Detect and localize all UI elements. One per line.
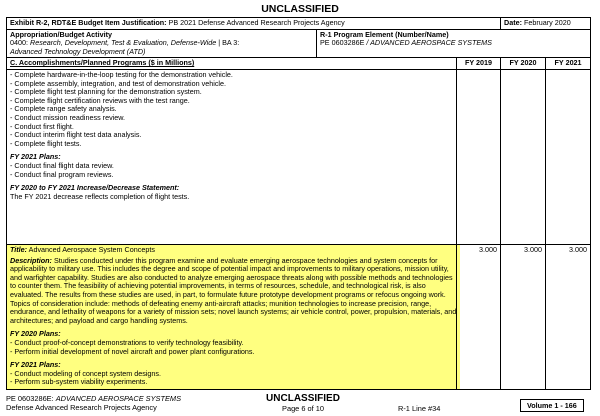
section-header-cell bbox=[7, 58, 457, 70]
list-item: - Complete flight tests. bbox=[10, 138, 82, 148]
list-item: - Complete hardware-in-the-loop testing for the demonstration vehicle. bbox=[10, 69, 233, 79]
fy2020-plans-heading: FY 2020 Plans: bbox=[10, 329, 61, 339]
footer-page: Page 6 of 10 bbox=[282, 404, 324, 413]
fy2019-header: FY 2019 bbox=[457, 58, 501, 70]
list-item: - Perform initial development of novel aircraft and power plant configurations. bbox=[10, 346, 255, 356]
date-value: February 2020 bbox=[524, 18, 571, 27]
budget-justification-table bbox=[6, 17, 591, 390]
exhibit-value: PB 2021 Defense Advanced Research Projects Agency bbox=[168, 18, 345, 27]
block1-fy2019 bbox=[457, 69, 501, 244]
approp-label: Appropriation/Budget Activity bbox=[10, 29, 112, 39]
title-value: Advanced Aerospace System Concepts bbox=[28, 244, 155, 254]
program-name: / ADVANCED AEROSPACE SYSTEMS bbox=[366, 38, 492, 48]
block1-row bbox=[7, 69, 591, 244]
description-label: Description: bbox=[10, 255, 52, 265]
footer-agency: Defense Advanced Research Projects Agency bbox=[6, 403, 157, 412]
approp-code: 0400: bbox=[10, 38, 28, 48]
approp-ba: | BA 3: bbox=[218, 38, 240, 48]
program-element-cell bbox=[317, 29, 591, 58]
fy2021-header: FY 2021 bbox=[546, 58, 591, 70]
list-item: - Conduct interim flight test data analysis. bbox=[10, 130, 142, 140]
block2-cell bbox=[7, 244, 457, 389]
approp-cell bbox=[7, 29, 317, 58]
fy2021-plans-heading: FY 2021 Plans: bbox=[10, 152, 61, 162]
title-label: Title: bbox=[10, 244, 28, 254]
top-classification: UNCLASSIFIED bbox=[261, 3, 339, 15]
exhibit-row bbox=[7, 18, 591, 30]
block1-cell bbox=[7, 69, 457, 244]
section-header: C. Accomplishments/Planned Programs ($ in Millions) bbox=[10, 58, 195, 68]
list-item: - Conduct modeling of concept system designs. bbox=[10, 368, 162, 378]
footer-classification: UNCLASSIFIED bbox=[266, 393, 340, 404]
description-text: Studies conducted under this program examine and evaluate emerging aerospace technologies and system concepts for applicability to military use. This includes the degree and scope of potential impact and improvements to military operations, mission utility, and warfighter capability. Studies are also conducted to analyze emerging aerospace threats along with possible methods and technologies to counter them. The feasibility of achieving potential improvements, in terms of resources, schedule, and technological risk, is also evaluated. The results from these studies are used, in part, to formulate future prototype development programs or refocus ongoing work. Topics of consideration include: methods of defeating enemy anti-aircraft attacks; munition technologies to increase precision, range, endurance, and lethality of weapons for a variety of mission sets; novel launch systems; air vehicle control, power, propulsion, materials, and architectures; and payload and cargo handling systems. bbox=[10, 255, 457, 325]
change-statement-text: The FY 2021 decrease reflects completion of flight tests. bbox=[10, 191, 190, 201]
list-item: - Conduct final program reviews. bbox=[10, 169, 114, 179]
column-header-row bbox=[7, 58, 591, 70]
footer-pe-name: ADVANCED AEROSPACE SYSTEMS bbox=[55, 394, 181, 403]
footer-volume-box: Volume 1 - 166 bbox=[520, 399, 584, 412]
footer-r1-line: R-1 Line #34 bbox=[398, 404, 441, 413]
block1-fy2021 bbox=[546, 69, 591, 244]
footer-pe-number: PE 0603286E: bbox=[6, 394, 54, 403]
list-item: - Complete flight test planning for the demonstration system. bbox=[10, 87, 202, 97]
approp-row bbox=[7, 29, 591, 58]
change-statement-heading: FY 2020 to FY 2021 Increase/Decrease Statement: bbox=[10, 183, 180, 193]
list-item: - Complete range safety analysis. bbox=[10, 104, 117, 114]
list-item: - Conduct first flight. bbox=[10, 121, 74, 131]
block2-row bbox=[7, 244, 591, 389]
list-item: - Complete assembly, integration, and test of demonstration vehicle. bbox=[10, 78, 226, 88]
fy2021-plans-heading: FY 2021 Plans: bbox=[10, 360, 61, 370]
date-cell bbox=[501, 18, 591, 30]
program-label: R-1 Program Element (Number/Name) bbox=[320, 29, 449, 39]
list-item: - Conduct final flight data review. bbox=[10, 160, 114, 170]
date-label: Date: bbox=[504, 18, 523, 27]
list-item: - Conduct mission readiness review. bbox=[10, 112, 126, 122]
highlighted-block bbox=[7, 245, 460, 389]
footer-left bbox=[6, 394, 181, 412]
list-item: - Conduct proof-of-concept demonstrations to verify technology feasibility. bbox=[10, 337, 244, 347]
fy2020-header: FY 2020 bbox=[501, 58, 546, 70]
exhibit-label: Exhibit R-2, RDT&E Budget Item Justification: bbox=[10, 18, 167, 27]
program-number: PE 0603286E bbox=[320, 38, 365, 48]
list-item: - Complete flight certification reviews with the test range. bbox=[10, 95, 190, 105]
exhibit-cell bbox=[7, 18, 501, 30]
block2-fy2019-value: 3.000 bbox=[457, 244, 501, 389]
approp-name: Research, Development, Test & Evaluation, Defense-Wide bbox=[30, 38, 217, 48]
block1-fy2020 bbox=[501, 69, 546, 244]
block2-fy2020-value: 3.000 bbox=[501, 244, 546, 389]
list-item: - Perform sub-system viability experiments. bbox=[10, 377, 148, 387]
approp-ba-name: Advanced Technology Development (ATD) bbox=[10, 46, 146, 56]
block2-fy2021-value: 3.000 bbox=[546, 244, 591, 389]
